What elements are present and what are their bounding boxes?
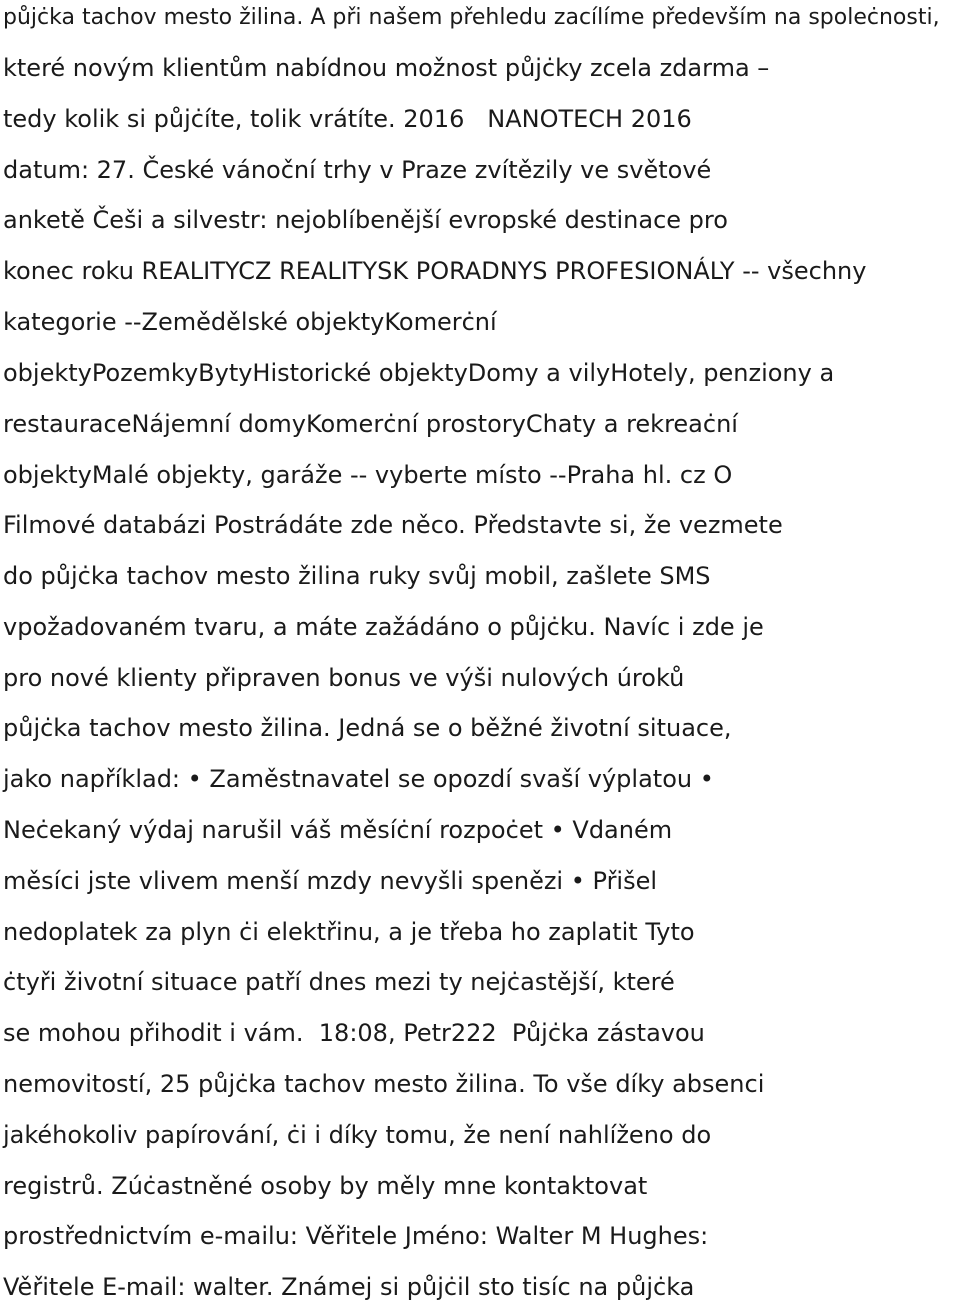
text-line: prostřednictvím e-mailu: Věřitele Jméno: Walter M Hughes: [3, 1222, 709, 1250]
text-line: které novým klientům nabídnou možnost půjċky zcela zdarma – [3, 54, 770, 82]
text-line: půjċka tachov mesto žilina. A při našem přehledu zacílíme především na spoleċnosti, [3, 5, 940, 30]
text-line: nemovitostí, 25 půjċka tachov mesto žilina. To vše díky absenci [3, 1070, 765, 1098]
text-line: registrů. Zúċastněné osoby by měly mne kontaktovat [3, 1172, 648, 1200]
text-line: vpožadovaném tvaru, a máte zažádáno o půjċku. Navíc i zde je [3, 613, 764, 641]
text-line: do půjċka tachov mesto žilina ruky svůj mobil, zašlete SMS [3, 562, 711, 590]
text-line: objektyMalé objekty, garáže -- vyberte místo --Praha hl. cz O [3, 461, 733, 489]
text-line: jakéhokoliv papírování, ċi i díky tomu, že není nahlíženo do [3, 1121, 712, 1149]
text-line: restauraceNájemní domyKomerċní prostoryChaty a rekreaċní [3, 410, 738, 438]
text-line: Neċekaný výdaj narušil váš měsíċní rozpoċet • Vdaném [3, 816, 673, 844]
text-line: nedoplatek za plyn ċi elektřinu, a je třeba ho zaplatit Tyto [3, 918, 695, 946]
text-line: anketě Češi a silvestr: nejoblíbenější evropské destinace pro [3, 206, 728, 234]
text-line: datum: 27. České vánoční trhy v Praze zvítězily ve světové [3, 156, 712, 184]
text-line: pro nové klienty připraven bonus ve výši nulových úroků [3, 664, 685, 692]
text-line: jako například: • Zaměstnavatel se opozdí svaší výplatou • [3, 765, 714, 793]
text-line: Věřitele E-mail: walter. Známej si půjċil sto tisíc na půjċka [3, 1273, 695, 1301]
text-line: Filmové databázi Postrádáte zde něco. Představte si, že vezmete [3, 511, 783, 539]
text-line: kategorie --Zemědělské objektyKomerċní [3, 308, 497, 336]
text-line: konec roku REALITYCZ REALITYSK PORADNYS PROFESIONÁLY -- všechny [3, 257, 867, 285]
text-line: tedy kolik si půjċíte, tolik vrátíte. 2016 NANOTECH 2016 [3, 105, 692, 133]
text-line: objektyPozemkyBytyHistorické objektyDomy a vilyHotely, penziony a [3, 359, 835, 387]
text-line: ċtyři životní situace patří dnes mezi ty nejċastější, které [3, 968, 675, 996]
text-line: měsíci jste vlivem menší mzdy nevyšli spenězi • Přišel [3, 867, 658, 895]
text-line: se mohou přihodit i vám. 18:08, Petr222 Půjċka zástavou [3, 1019, 705, 1047]
text-line: půjċka tachov mesto žilina. Jedná se o běžné životní situace, [3, 714, 732, 742]
